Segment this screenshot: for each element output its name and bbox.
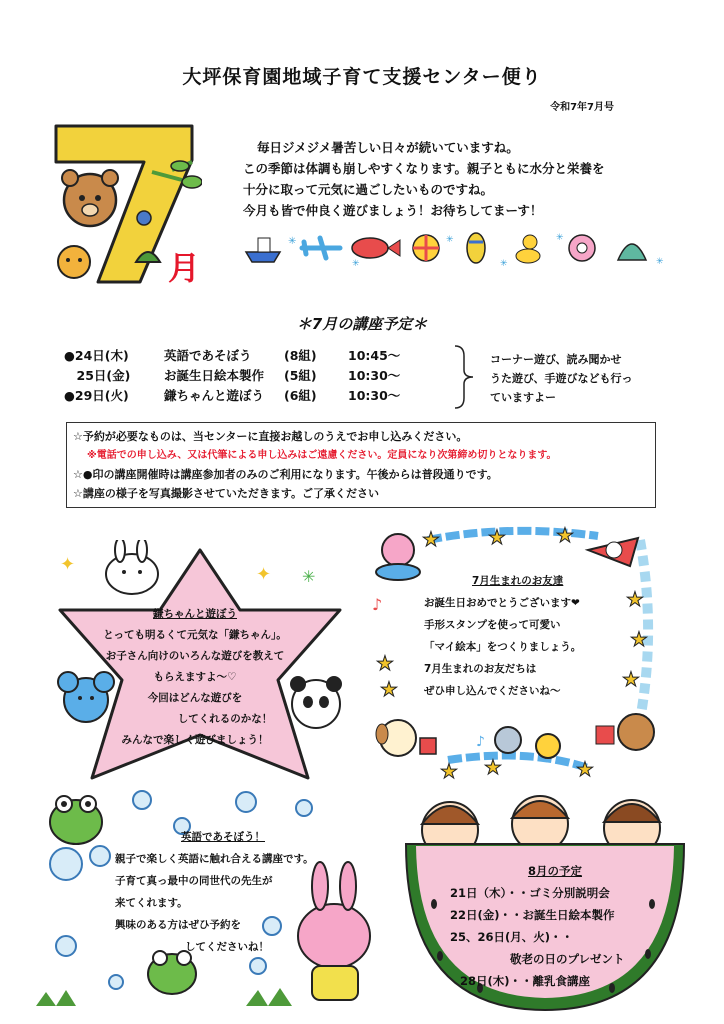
rabbit-icon xyxy=(106,540,158,594)
notice-line: ☆予約が必要なものは、当センターに直接お越しのうえでお申し込みください。 xyxy=(73,430,468,443)
frog-icon xyxy=(50,796,102,844)
svg-text:✦: ✦ xyxy=(256,564,272,585)
intro-message xyxy=(243,137,605,221)
schedule-brace xyxy=(452,344,476,410)
month-label: 月 xyxy=(168,249,201,287)
schedule-date: ●24日(木) xyxy=(64,348,129,363)
english-section xyxy=(115,826,314,958)
svg-text:★: ★ xyxy=(380,677,398,701)
shell-icon xyxy=(618,244,646,260)
green-sparkle-icon: ✳ xyxy=(302,567,316,586)
kama-line: 今回はどんな遊びを xyxy=(147,692,243,704)
svg-text:★: ★ xyxy=(484,755,502,779)
schedule-note-line: うた遊び、手遊びなども行っ xyxy=(490,372,633,385)
svg-text:★: ★ xyxy=(422,527,440,551)
bear-icon xyxy=(596,714,654,750)
schedule-note-line: ていますよー xyxy=(490,391,556,404)
alien-icon xyxy=(376,534,420,580)
svg-text:★: ★ xyxy=(630,627,648,651)
notice-line: ☆●印の講座開催時は講座参加者のみのご利用になります。午後からは普段通りです。 xyxy=(73,468,498,481)
august-line: 21日（木）・・ゴミ分別説明会 xyxy=(450,886,610,900)
english-title: 英語であそぼう！ xyxy=(181,831,265,843)
kama-line: もらえますよ～♡ xyxy=(153,671,237,683)
schedule-note-line: コーナー遊び、読み聞かせ xyxy=(490,353,622,366)
birthday-line: 7月生まれのお友だちは xyxy=(424,663,537,675)
birthday-line: お誕生日おめでとうございます❤ xyxy=(424,597,580,609)
intro-line: 毎日ジメジメ暑苦しい日々が続いていますね。 xyxy=(257,140,519,155)
schedule-group: (6組) xyxy=(284,388,317,403)
schedule-title: ＊7月の講座予定＊ xyxy=(296,315,428,333)
august-section xyxy=(430,860,680,992)
music-note-icon: ♪ xyxy=(372,595,383,614)
kama-line: みんなで楽しく遊びましょう！ xyxy=(121,734,269,746)
page-title: 大坪保育園地域子育て支援センター便り xyxy=(182,66,542,88)
svg-text:✳: ✳ xyxy=(656,257,664,267)
kama-title: 鎌ちゃんと遊ぼう xyxy=(153,608,237,620)
english-line: 興味のある方はぜひ予約を xyxy=(115,919,241,931)
schedule-time: 10:30～ xyxy=(348,388,401,403)
svg-text:✳: ✳ xyxy=(500,259,508,268)
schedule-row xyxy=(64,385,428,405)
svg-text:✳: ✳ xyxy=(446,235,454,245)
chick-icon xyxy=(536,734,560,758)
kama-line: お子さん向けのいろんな遊びを教えて xyxy=(105,650,285,662)
duck-icon xyxy=(516,235,540,263)
birthday-line: 「マイ絵本」をつくりましょう。 xyxy=(424,641,582,653)
intro-line: 十分に取って元気に過ごしたいものですね。 xyxy=(243,182,494,197)
rocket-icon xyxy=(588,538,638,566)
intro-line: この季節は体調も崩しやすくなります。親子ともに水分と栄養を xyxy=(243,161,605,176)
august-line: 25、26日(月、火)・・ xyxy=(450,930,574,944)
notice-line: ☆講座の様子を写真撮影させていただきます。ご了承ください xyxy=(73,487,379,500)
svg-text:★: ★ xyxy=(376,651,394,675)
gift-icon xyxy=(420,738,436,754)
svg-text:★: ★ xyxy=(488,525,506,549)
beach-ball-icon xyxy=(413,235,439,261)
english-line: してくださいね！ xyxy=(185,941,269,953)
schedule-date: ●29日(火) xyxy=(64,388,129,403)
english-line: 親子で楽しく英語に触れ合える講座です。 xyxy=(115,853,314,865)
english-line: 子育て真っ最中の同世代の先生が xyxy=(115,875,273,887)
svg-text:✳: ✳ xyxy=(556,233,564,243)
sparkle-icons xyxy=(60,554,271,585)
summer-items-row xyxy=(240,228,670,268)
schedule-time: 10:30～ xyxy=(348,368,401,383)
svg-text:✳: ✳ xyxy=(288,236,297,247)
boat-icon xyxy=(246,238,280,262)
svg-text:✦: ✦ xyxy=(60,554,76,575)
airplane-icon xyxy=(302,238,340,258)
schedule-table xyxy=(64,345,428,405)
birthday-line: 手形スタンプを使って可愛い xyxy=(424,619,561,631)
music-note-icon: ♪ xyxy=(476,734,485,750)
svg-text:★: ★ xyxy=(576,757,594,780)
birthday-title: 7月生まれのお友達 xyxy=(472,575,564,587)
schedule-name: 鎌ちゃんと遊ぼう xyxy=(164,388,265,403)
issue-date: 令和7年7月号 xyxy=(550,102,614,113)
schedule-row xyxy=(64,345,428,365)
schedule-name: お誕生日絵本製作 xyxy=(164,368,265,383)
svg-text:★: ★ xyxy=(556,523,574,547)
august-line: 22日(金)・・お誕生日絵本製作 xyxy=(450,908,615,922)
birthday-section xyxy=(424,570,624,702)
intro-line: 今月も皆で仲良く遊びましょう！お待ちしてまーす！ xyxy=(243,203,543,218)
svg-text:★: ★ xyxy=(440,759,458,780)
svg-text:★: ★ xyxy=(626,587,644,611)
english-line: 来てくれます。 xyxy=(115,897,188,909)
birthday-line: ぜひ申し込んでくださいね～ xyxy=(424,685,561,697)
schedule-group: (5組) xyxy=(284,368,317,383)
swim-ring-icon xyxy=(569,235,595,261)
notice-box xyxy=(66,422,656,508)
dog-icon xyxy=(376,720,416,756)
august-line: 28日(木)・・離乳食講座 xyxy=(460,974,591,988)
kama-section xyxy=(80,604,310,751)
schedule-name: 英語であそぼう xyxy=(164,348,252,363)
schedule-note xyxy=(490,350,633,407)
kama-line: とっても明るくて元気な「鎌ちゃん」。 xyxy=(103,629,287,641)
kama-line: してくれるのかな！ xyxy=(177,713,273,725)
schedule-group: (8組) xyxy=(284,348,317,363)
august-title: 8月の予定 xyxy=(527,864,582,878)
sandal-icon xyxy=(467,233,485,263)
svg-text:★: ★ xyxy=(622,667,640,691)
svg-text:✳: ✳ xyxy=(352,259,360,268)
koala-icon xyxy=(495,727,521,753)
schedule-row xyxy=(64,365,428,385)
notice-warning: ※電話での申し込み、又は代筆による申し込みはご遠慮ください。定員になり次第締め切りとなります。 xyxy=(87,450,557,461)
august-line: 敬老の日のプレゼント xyxy=(510,952,625,966)
schedule-time: 10:45～ xyxy=(348,348,401,363)
schedule-date: 25日(金) xyxy=(64,368,131,383)
fish-icon xyxy=(352,238,400,258)
